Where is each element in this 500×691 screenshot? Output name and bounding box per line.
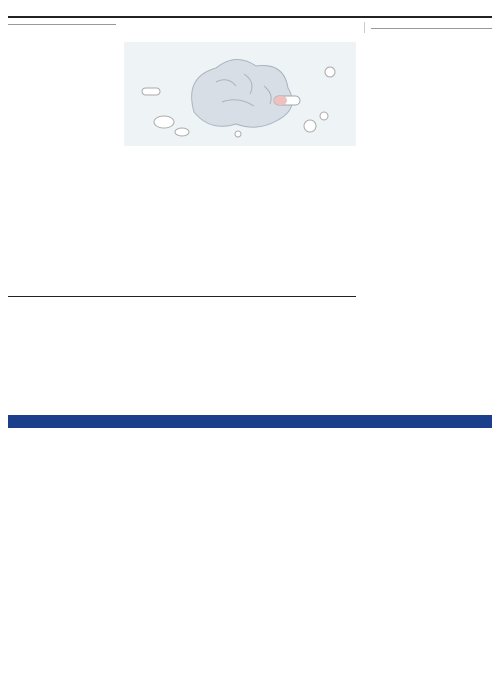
masthead	[8, 4, 492, 18]
column-left	[8, 22, 116, 29]
column-right	[364, 22, 492, 33]
column-heading	[8, 22, 116, 25]
opinion-article	[8, 296, 356, 323]
illustration-caption	[124, 147, 356, 153]
real-estate-ads	[8, 415, 492, 685]
ads-header	[8, 418, 492, 428]
feature-article	[124, 22, 356, 155]
feature-illustration	[124, 42, 356, 146]
brain-pills-illustration	[124, 42, 356, 146]
right-column-title	[371, 25, 492, 29]
ad-grid	[8, 430, 492, 688]
feature-headline	[124, 22, 356, 40]
article-headline	[8, 301, 356, 317]
